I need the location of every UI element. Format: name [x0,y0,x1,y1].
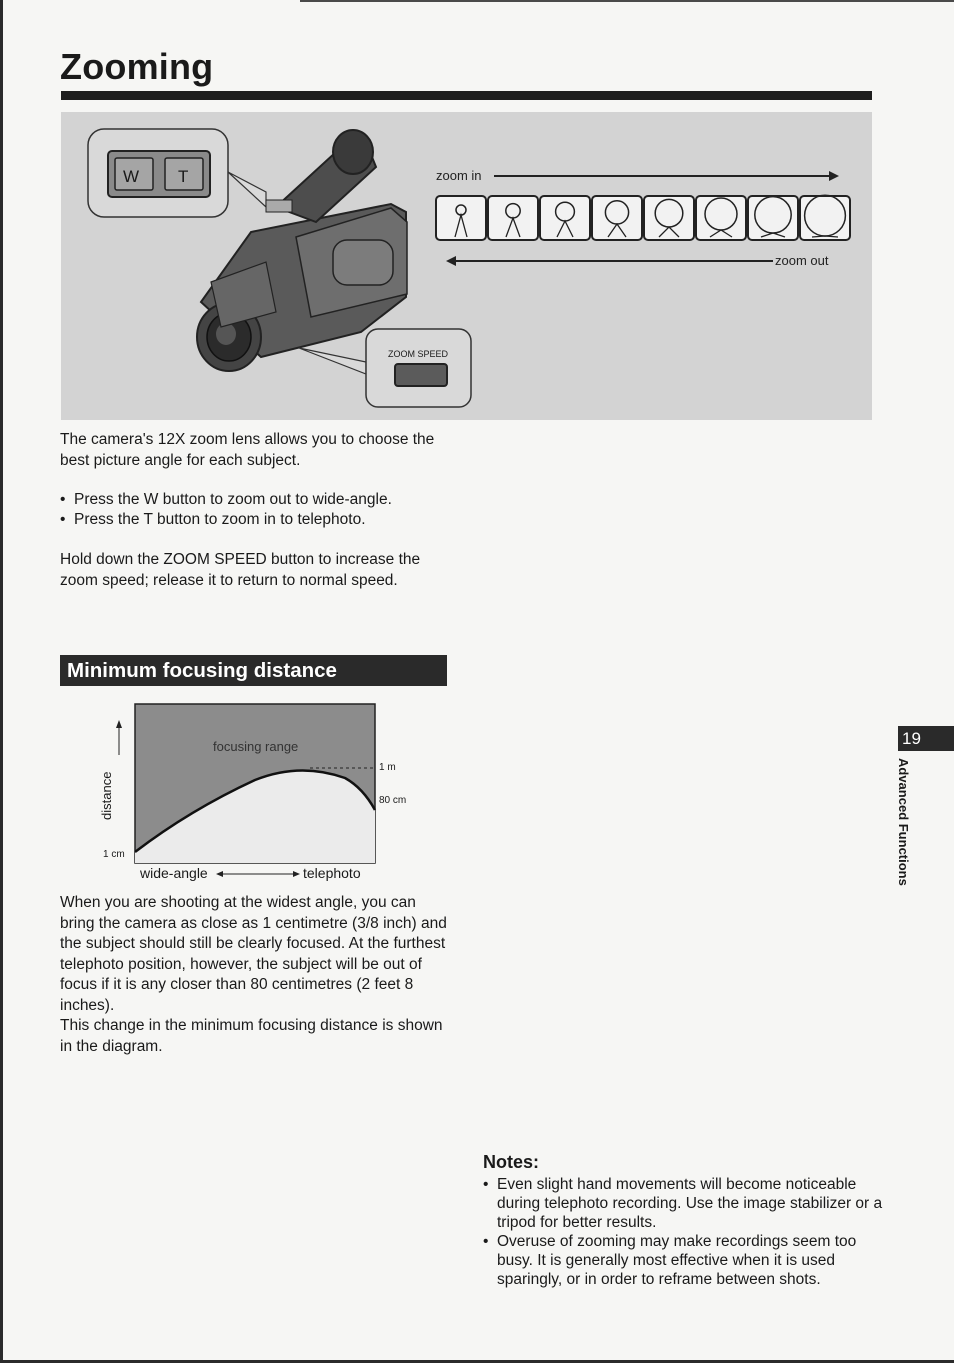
zoom-filmstrip [436,195,850,240]
label-1m: 1 m [379,762,396,773]
zoom-speed-paragraph: Hold down the ZOOM SPEED button to increase the zoom speed; release it to return to normal speed. [60,551,421,589]
title-underline [61,91,872,100]
page-border-top [300,0,954,2]
y-axis-label: distance [99,771,114,820]
film-frame [436,196,486,240]
zoom-speed-button [395,364,447,386]
film-frame [644,196,694,240]
focus-paragraph-2: This change in the minimum focusing distance is shown in the diagram. [60,1017,443,1055]
label-80cm: 80 cm [379,795,407,806]
focus-range-chart [95,700,425,890]
region-label: focusing range [213,739,299,754]
zoom-illustration [61,112,872,420]
camcorder-drawing [61,112,872,420]
t-label: T [178,167,189,186]
list-item: • Even slight hand movements will become noticeable during telephoto recording. Use the image stabilizer or a tripod for better results. [483,1175,883,1232]
label-1cm: 1 cm [103,849,125,860]
focus-diagram [95,700,425,890]
list-item: • Overuse of zooming may make recordings seem too busy. It is generally most effective when it is used sparingly, or in order to reframe between shots. [483,1232,883,1289]
notes-title: Notes: [483,1152,540,1172]
list-item: • Press the W button to zoom out to wide-angle. [60,490,460,510]
section-heading: Minimum focusing distance [67,659,337,682]
x-label-wide-angle: wide-angle [140,865,208,881]
zoom-bullet-list [60,490,460,529]
page-border-left [0,0,3,1363]
page-title: Zooming [60,46,214,87]
section-side-label: Advanced Functions [896,758,911,886]
section-heading-bar [60,655,447,686]
zoom-in-label: zoom in [436,168,482,183]
w-label: W [123,167,140,186]
film-frame [800,196,850,240]
x-label-telephoto: telephoto [303,865,361,881]
focus-paragraph: When you are shooting at the widest angle, you can bring the camera as close as 1 centimetre (3/8 inch) and the subject should still be clearly focused. At the furthest telephoto position, however, the subject will be out of focus if it is any closer than 80 centimetres (2 feet 8 inches). [60,894,447,1014]
notes-list [483,1175,883,1289]
film-frame [592,196,642,240]
page-number: 19 [902,729,921,748]
intro-paragraph: The camera's 12X zoom lens allows you to choose the best picture angle for each subject. [60,431,435,469]
zoom-speed-label: ZOOM SPEED [388,349,449,359]
list-item: • Press the T button to zoom in to telephoto. [60,510,460,530]
zoom-out-label: zoom out [775,253,829,268]
film-frame [696,196,746,240]
